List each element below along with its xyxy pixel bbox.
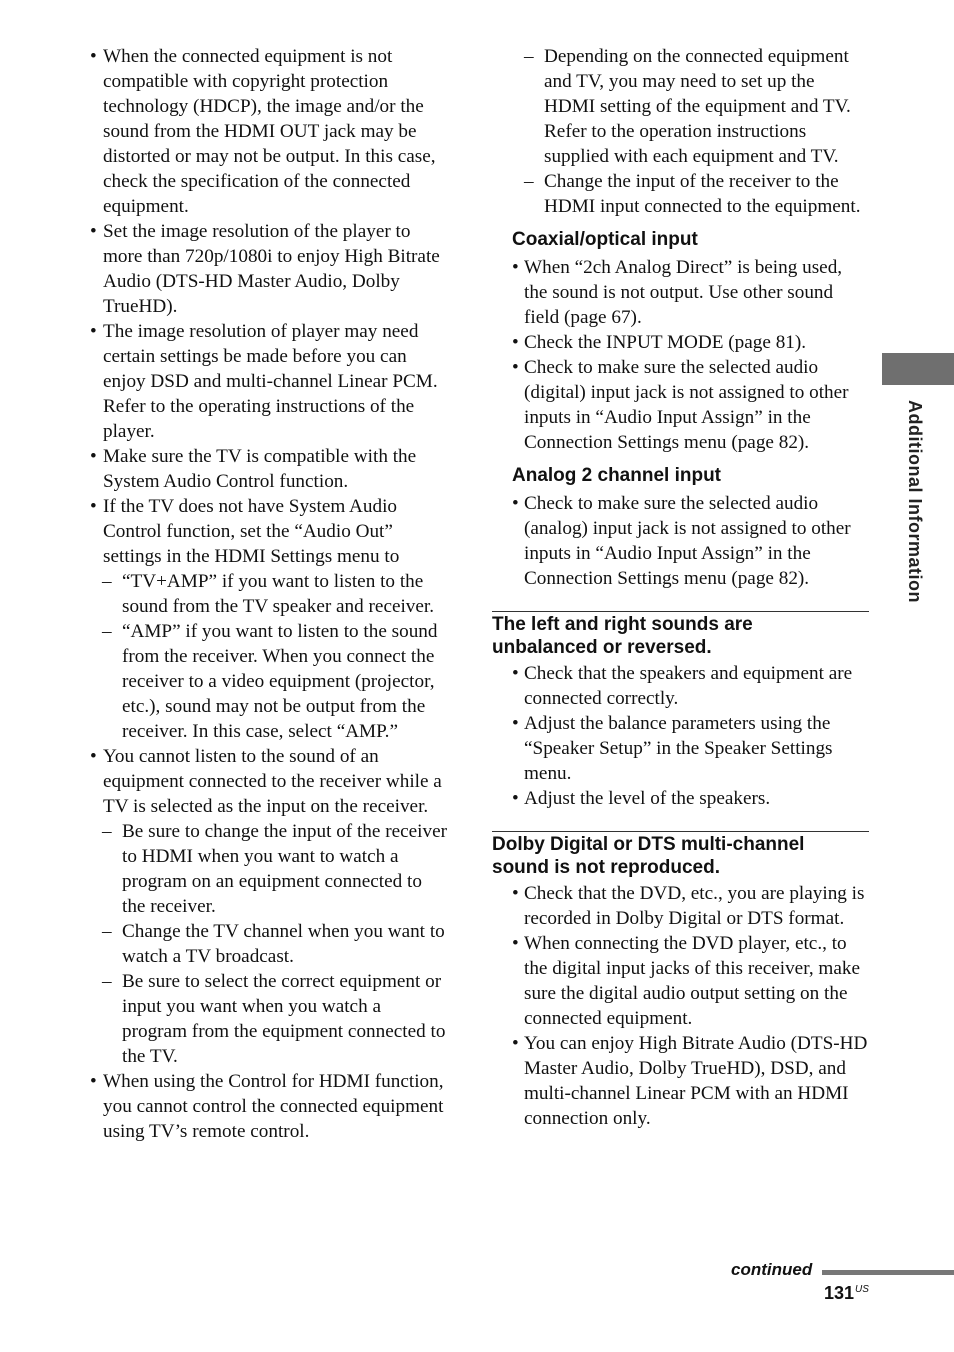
balance-item-1: • Adjust the balance parameters using the “Speaker Setup” in the Speaker Settings menu. [512,711,869,786]
left-item-0: • When the connected equipment is not compatible with copyright protection technology (HDCP), the image and/or the sound from the HDMI OUT jack may be distorted or may not be output. In this case, check the specification of the connected equipment. [90,44,450,219]
right-column [492,44,869,1131]
left-item-2: • The image resolution of player may need certain settings be made before you can enjoy DSD and multi-channel Linear PCM. Refer to the operating instructions of the player. [90,319,450,444]
coaxial-item-0: • When “2ch Analog Direct” is being used, the sound is not output. Use other sound field (page 67). [512,255,869,330]
dolby-heading-line2: sound is not reproduced. [492,857,721,878]
coaxial-heading: Coaxial/optical input [512,229,698,250]
side-tab-marker [882,353,954,385]
left-item-11: • When using the Control for HDMI function, you cannot control the connected equipment using TV’s remote control. [90,1069,450,1144]
right-intro-dash-1: – Change the input of the receiver to the HDMI input connected to the equipment. [512,169,869,219]
dolby-item-2: • You can enjoy High Bitrate Audio (DTS-HD Master Audio, Dolby TrueHD), DSD, and multi-channel Linear PCM with an HDMI connection only. [512,1031,869,1131]
left-item-10: – Be sure to select the correct equipment or input you want when you watch a program from the equipment connected to the TV. [90,969,450,1069]
continued-bar [822,1270,954,1275]
left-column [90,44,450,1144]
coaxial-item-1: • Check the INPUT MODE (page 81). [512,330,869,355]
page-number-suffix: US [855,1284,869,1295]
page-number-value: 131 [824,1283,855,1303]
left-item-4: • If the TV does not have System Audio Control function, set the “Audio Out” settings in the HDMI Settings menu to [90,494,450,569]
continued-label: continued [731,1260,813,1279]
left-item-5: – “TV+AMP” if you want to listen to the sound from the TV speaker and receiver. [90,569,450,619]
balance-item-2: • Adjust the level of the speakers. [512,786,869,811]
coaxial-item-2: • Check to make sure the selected audio (digital) input jack is not assigned to other inputs in “Audio Input Assign” in the Connection Settings menu (page 82). [512,355,869,455]
analog-heading: Analog 2 channel input [512,465,722,486]
balance-heading-line2: unbalanced or reversed. [492,637,712,658]
side-tab-label-text: Additional Information [905,400,925,603]
dolby-item-1: • When connecting the DVD player, etc., to the digital input jacks of this receiver, make sure the digital audio output setting on the connected equipment. [512,931,869,1031]
balance-item-0: • Check that the speakers and equipment are connected correctly. [512,661,869,711]
left-item-1: • Set the image resolution of the player to more than 720p/1080i to enjoy High Bitrate Audio (DTS-HD Master Audio, Dolby TrueHD). [90,219,450,319]
balance-heading-line1: The left and right sounds are [492,614,753,635]
analog-item-0: • Check to make sure the selected audio (analog) input jack is not assigned to other inputs in “Audio Input Assign” in the Connection Settings menu (page 82). [512,491,869,591]
page-number [824,1283,868,1304]
right-intro-dash-0: – Depending on the connected equipment and TV, you may need to set up the HDMI setting of the equipment and TV. Refer to the operation instructions supplied with each equipment and TV. [512,44,869,169]
left-item-6: – “AMP” if you want to listen to the sound from the receiver. When you connect the receiver to a video equipment (projector, etc.), sound may not be output from the receiver. In this case, select “AMP.” [90,619,450,744]
dolby-heading [492,831,869,879]
left-item-9: – Change the TV channel when you want to watch a TV broadcast. [90,919,450,969]
balance-heading [492,611,869,659]
dolby-item-0: • Check that the DVD, etc., you are playing is recorded in Dolby Digital or DTS format. [512,881,869,931]
left-item-3: • Make sure the TV is compatible with the System Audio Control function. [90,444,450,494]
dolby-heading-line1: Dolby Digital or DTS multi-channel [492,834,805,855]
left-item-8: – Be sure to change the input of the receiver to HDMI when you want to watch a program on an equipment connected to the receiver. [90,819,450,919]
left-item-7: • You cannot listen to the sound of an equipment connected to the receiver while a TV is selected as the input on the receiver. [90,744,450,819]
